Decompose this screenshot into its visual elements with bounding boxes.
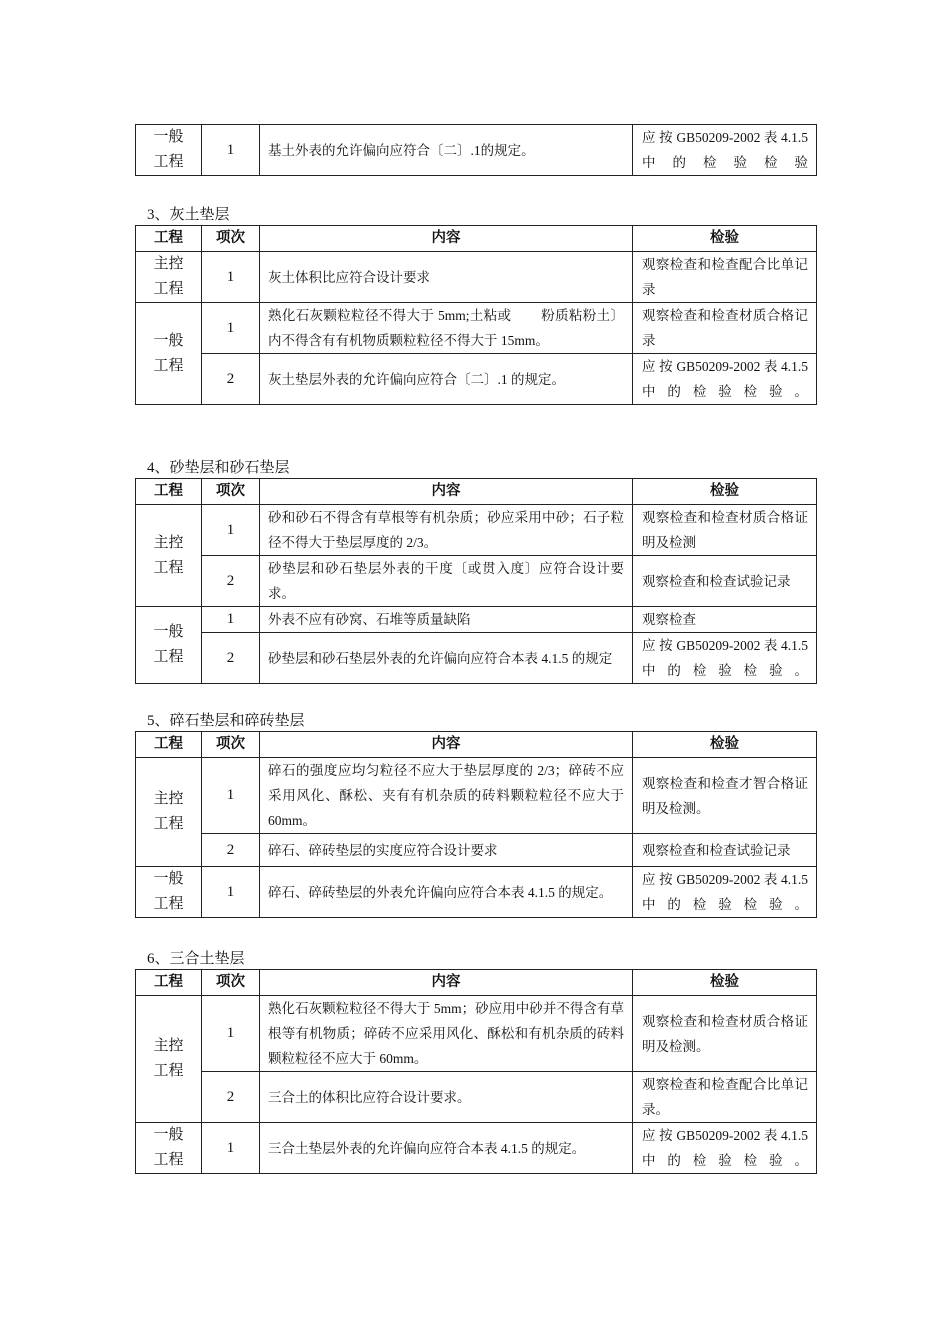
header-project: 工程 bbox=[136, 479, 202, 505]
item-number: 1 bbox=[202, 125, 260, 176]
table-row bbox=[136, 867, 817, 918]
check-cell: 应 按 GB50209-2002 表 4.1.5 中的检验检验。 bbox=[633, 1123, 817, 1174]
content-cell: 砂垫层和砂石垫层外表的干度〔或贯入度〕应符合设计要求。 bbox=[260, 556, 633, 607]
header-content: 内容 bbox=[260, 226, 633, 252]
check-cell: 应 按 GB50209-2002 表 4.1.5 中的检验检验。 bbox=[633, 867, 817, 918]
project-cell: 主控工程 bbox=[136, 252, 202, 303]
item-number: 2 bbox=[202, 834, 260, 867]
content-cell: 熟化石灰颗粒粒径不得大于 5mm；砂应用中砂并不得含有草根等有机物质；碎砖不应采用风化、酥松和有机杂质的砖料颗粒粒径不应大于 60mm。 bbox=[260, 996, 633, 1072]
header-check: 检验 bbox=[633, 732, 817, 758]
table-row bbox=[136, 1123, 817, 1174]
table-sand-cushion bbox=[135, 478, 817, 684]
header-check: 检验 bbox=[633, 970, 817, 996]
table-row bbox=[136, 252, 817, 303]
check-cell: 应 按 GB50209-2002 表 4.1.5中的检验检验 bbox=[633, 125, 817, 176]
header-item: 项次 bbox=[202, 732, 260, 758]
check-cell: 观察检查和检查材质合格证明及检测。 bbox=[633, 996, 817, 1072]
table-header-row bbox=[136, 479, 817, 505]
header-project: 工程 bbox=[136, 732, 202, 758]
item-number: 2 bbox=[202, 1072, 260, 1123]
item-number: 1 bbox=[202, 505, 260, 556]
project-cell: 一般工程 bbox=[136, 867, 202, 918]
table-row bbox=[136, 556, 817, 607]
content-cell: 基土外表的允许偏向应符合〔二〕.1的规定。 bbox=[260, 125, 633, 176]
section-title: 6、三合土垫层 bbox=[147, 951, 245, 967]
project-cell: 主控工程 bbox=[136, 996, 202, 1123]
check-cell: 观察检查和检查材质合格证明及检测 bbox=[633, 505, 817, 556]
header-content: 内容 bbox=[260, 970, 633, 996]
item-number: 1 bbox=[202, 996, 260, 1072]
table-triple-soil bbox=[135, 969, 817, 1174]
content-cell: 三合土的体积比应符合设计要求。 bbox=[260, 1072, 633, 1123]
header-content: 内容 bbox=[260, 732, 633, 758]
item-number: 1 bbox=[202, 867, 260, 918]
content-cell: 灰土垫层外表的允许偏向应符合〔二〕.1 的规定。 bbox=[260, 354, 633, 405]
content-cell: 外表不应有砂窝、石堆等质量缺陷 bbox=[260, 607, 633, 633]
header-check: 检验 bbox=[633, 226, 817, 252]
table-row bbox=[136, 633, 817, 684]
section-title: 4、砂垫层和砂石垫层 bbox=[147, 460, 290, 476]
item-number: 2 bbox=[202, 633, 260, 684]
check-cell: 应 按 GB50209-2002 表 4.1.5 中的检验检验。 bbox=[633, 633, 817, 684]
table-row bbox=[136, 834, 817, 867]
content-cell: 熟化石灰颗粒粒径不得大于 5mm;土粘或 粉质粘粉土〕内不得含有有机物质颗粒粒径不得大于 15mm。 bbox=[260, 303, 633, 354]
check-cell: 观察检查和检查配合比单记录。 bbox=[633, 1072, 817, 1123]
table-row bbox=[136, 996, 817, 1072]
table-row bbox=[136, 303, 817, 354]
check-cell: 观察检查和检查试验记录 bbox=[633, 834, 817, 867]
section-title: 3、灰土垫层 bbox=[147, 207, 230, 223]
content-cell: 砂和砂石不得含有草根等有机杂质；砂应采用中砂；石子粒径不得大于垫层厚度的 2/3。 bbox=[260, 505, 633, 556]
section-title: 5、碎石垫层和碎砖垫层 bbox=[147, 713, 305, 729]
table-row bbox=[136, 1072, 817, 1123]
project-cell: 主控工程 bbox=[136, 505, 202, 607]
table-header-row bbox=[136, 970, 817, 996]
table-header-row bbox=[136, 732, 817, 758]
item-number: 2 bbox=[202, 354, 260, 405]
project-cell: 一般工程 bbox=[136, 607, 202, 684]
project-cell: 一般工程 bbox=[136, 303, 202, 405]
content-cell: 砂垫层和砂石垫层外表的允许偏向应符合本表 4.1.5 的规定 bbox=[260, 633, 633, 684]
check-cell: 观察检查和检查配合比单记录 bbox=[633, 252, 817, 303]
table-row bbox=[136, 758, 817, 834]
content-cell: 碎石、碎砖垫层的外表允许偏向应符合本表 4.1.5 的规定。 bbox=[260, 867, 633, 918]
header-check: 检验 bbox=[633, 479, 817, 505]
header-content: 内容 bbox=[260, 479, 633, 505]
header-project: 工程 bbox=[136, 226, 202, 252]
check-cell: 观察检查 bbox=[633, 607, 817, 633]
table-row bbox=[136, 607, 817, 633]
project-cell: 一般工程 bbox=[136, 125, 202, 176]
header-item: 项次 bbox=[202, 970, 260, 996]
header-project: 工程 bbox=[136, 970, 202, 996]
project-cell: 一般工程 bbox=[136, 1123, 202, 1174]
content-cell: 三合土垫层外表的允许偏向应符合本表 4.1.5 的规定。 bbox=[260, 1123, 633, 1174]
table-continuation bbox=[135, 124, 817, 176]
item-number: 1 bbox=[202, 303, 260, 354]
item-number: 2 bbox=[202, 556, 260, 607]
table-row bbox=[136, 354, 817, 405]
check-cell: 观察检查和检查试验记录 bbox=[633, 556, 817, 607]
table-row bbox=[136, 505, 817, 556]
item-number: 1 bbox=[202, 1123, 260, 1174]
content-cell: 碎石的强度应均匀粒径不应大于垫层厚度的 2/3；碎砖不应采用风化、酥松、夹有有机杂质的砖料颗粒粒径不应大于 60mm。 bbox=[260, 758, 633, 834]
item-number: 1 bbox=[202, 252, 260, 303]
item-number: 1 bbox=[202, 758, 260, 834]
check-cell: 观察检查和检查材质合格记录 bbox=[633, 303, 817, 354]
table-header-row bbox=[136, 226, 817, 252]
table-row bbox=[136, 125, 817, 176]
project-cell: 主控工程 bbox=[136, 758, 202, 867]
check-cell: 观察检查和检查才智合格证明及检测。 bbox=[633, 758, 817, 834]
check-cell: 应 按 GB50209-2002 表 4.1.5 中的检验检验。 bbox=[633, 354, 817, 405]
content-cell: 灰土体积比应符合设计要求 bbox=[260, 252, 633, 303]
table-lime-soil bbox=[135, 225, 817, 405]
header-item: 项次 bbox=[202, 479, 260, 505]
item-number: 1 bbox=[202, 607, 260, 633]
content-cell: 碎石、碎砖垫层的实度应符合设计要求 bbox=[260, 834, 633, 867]
table-gravel-cushion bbox=[135, 731, 817, 918]
header-item: 项次 bbox=[202, 226, 260, 252]
